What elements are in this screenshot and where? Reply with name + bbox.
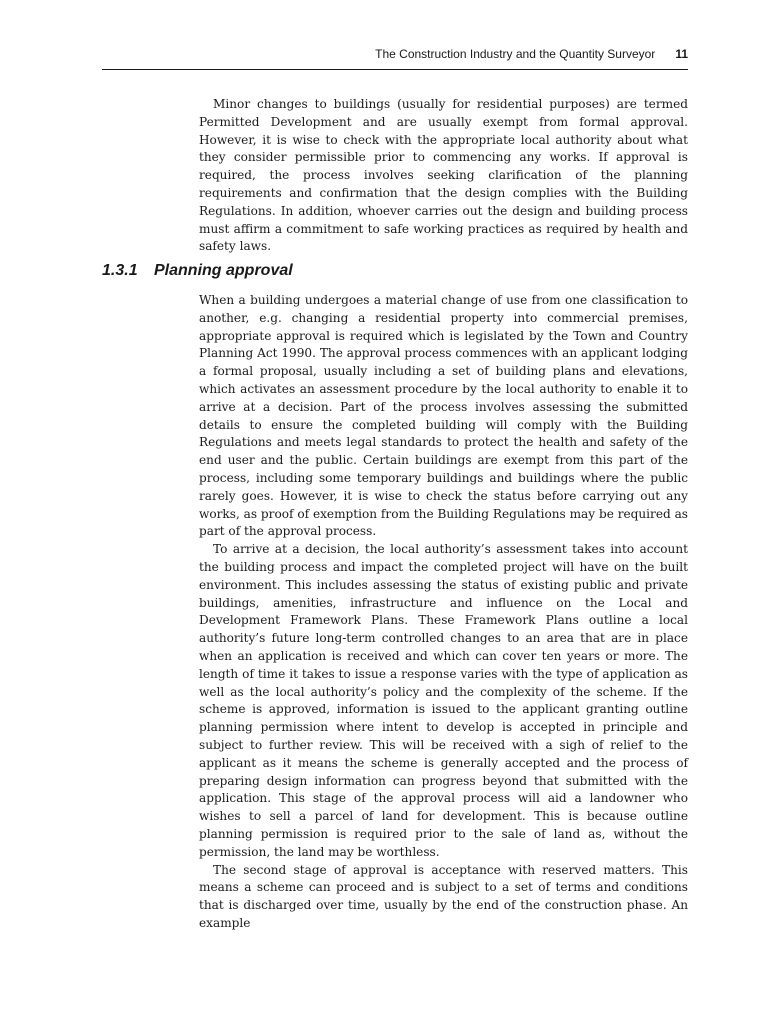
running-header	[102, 47, 688, 70]
section-heading	[102, 262, 293, 280]
intro-paragraph: Minor changes to buildings (usually for residential purposes) are termed Permitted Development and are usually exempt from formal approval. However, it is wise to check with the appropriate local authority about what they consider permissible prior to commencing any works. If approval is required, the process involves seeking clarification of the planning requirements and confirmation that the design complies with the Building Regulations. In addition, whoever carries out the design and building process must affirm a commitment to safe working practices as required by health and safety laws.	[199, 97, 688, 254]
body-paragraph: The second stage of approval is acceptance with reserved matters. This means a scheme can proceed and is subject to a set of terms and conditions that is discharged over time, usually by the end of the construction phase. An example	[199, 862, 688, 930]
running-title: The Construction Industry and the Quantity Surveyor	[375, 47, 656, 61]
section-number: 1.3.1	[102, 262, 138, 279]
intro-section	[199, 96, 688, 256]
section-title: Planning approval	[154, 262, 293, 279]
body-paragraph: To arrive at a decision, the local authority’s assessment takes into account the building process and impact the completed project will have on the built environment. This includes assessing the status of existing public and private buildings, amenities, infrastructure and influence on the Local and Development Framework Plans. These Framework Plans outline a local authority’s future long-term controlled changes to an area that are in place when an application is received and which can cover ten years or more. The length of time it takes to issue a response varies with the type of application as well as the local authority’s policy and the complexity of the scheme. If the scheme is approved, information is issued to the applicant granting outline planning permission where intent to develop is accepted in principle and subject to further review. This will be received with a sigh of relief to the applicant as it means the scheme is generally accepted and the process of preparing design information can progress beyond that submitted with the application. This stage of the approval process will aid a landowner who wishes to sell a parcel of land for development. This is because outline planning permission is required prior to the sale of land as, without the permission, the land may be worthless.	[199, 542, 688, 859]
body-paragraph: When a building undergoes a material change of use from one classification to another, e.g. changing a residential property into commercial premises, appropriate approval is required which is legislated by the Town and Country Planning Act 1990. The approval process commences with an applicant lodging a formal proposal, usually including a set of building plans and elevations, which activates an assessment procedure by the local authority to enable it to arrive at a decision. Part of the process involves assessing the submitted details to ensure the completed building will comply with the Building Regulations and meets legal standards to protect the health and safety of the end user and the public. Certain buildings are exempt from this part of the process, including some temporary buildings and buildings where the public rarely goes. However, it is wise to check the status before carrying out any works, as proof of exemption from the Building Regulations may be required as part of the approval process.	[199, 293, 688, 539]
section-body	[199, 292, 688, 933]
page-number: 11	[675, 47, 688, 61]
